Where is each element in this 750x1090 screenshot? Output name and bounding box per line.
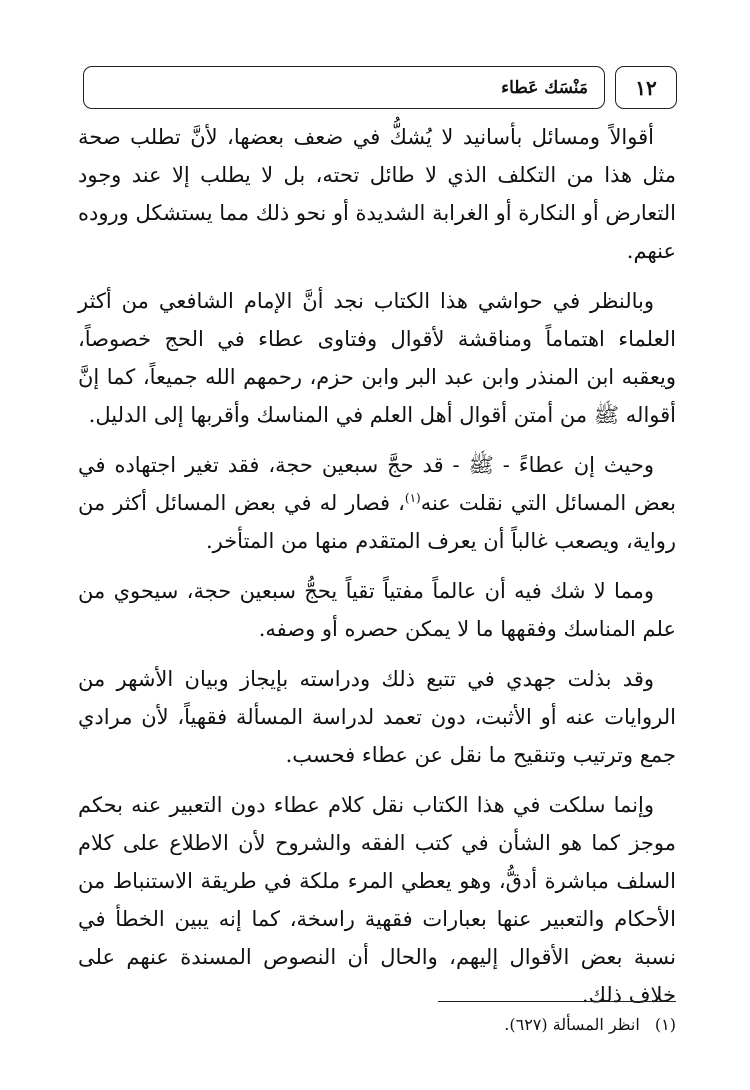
running-title-box — [83, 66, 605, 109]
paragraph-4: ومما لا شك فيه أن عالماً مفتياً تقياً يحجُّ سبعين حجة، سيحوي من علم المناسك وفقهها ما لا يمكن حصره أو وصفه. — [78, 579, 676, 641]
footnote-number: (١) — [654, 1015, 676, 1034]
page-header — [83, 66, 677, 111]
footnote — [78, 1012, 676, 1038]
page-number: ١٢ — [615, 66, 677, 109]
paragraph-3-part-1: وحيث إن عطاءً - ﷺ - قد حجَّ سبعين حجة، فقد تغير اجتهاده في بعض المسائل التي نقلت عنه — [78, 453, 676, 515]
paragraph-5: وقد بذلت جهدي في تتبع ذلك ودراسته بإيجاز وبيان الأشهر من الروايات عنه أو الأثبت، دون تعمد لدراسة المسألة فقهياً، لأن مرادي جمع وترتيب وتنقيح ما نقل عن عطاء فحسب. — [78, 667, 676, 767]
paragraph-2: وبالنظر في حواشي هذا الكتاب نجد أنَّ الإمام الشافعي من أكثر العلماء اهتماماً ومناقشة لأقوال وفتاوى عطاء في الحج خصوصاً، ويعقبه ابن المنذر وابن عبد البر وابن حزم، رحمهم الله جميعاً، كما إنَّ أقواله ﷺ من أمتن أقوال أهل العلم في المناسك وأقربها إلى الدليل. — [78, 289, 676, 427]
paragraph-3-part-2: ، فصار له في بعض المسائل أكثر من رواية، ويصعب غالباً أن يعرف المتقدم منها من المتأخر. — [78, 491, 676, 553]
running-title: مَنْسَك عَطاء — [501, 77, 588, 98]
main-text — [78, 118, 676, 1026]
paragraph-6: وإنما سلكت في هذا الكتاب نقل كلام عطاء دون التعبير عنه بحكم موجز كما هو الشأن في كتب الفقه والشروح لأن الاطلاع على كلام السلف مباشرة أدقُّ، وهو يعطي المرء ملكة في طريقة الاستنباط من الأحكام والتعبير عنها بعبارات فقهية راسخة، كما إنه يبين الخطأ في نسبة بعض الأقوال إليهم، والحال أن النصوص المسندة عنهم على خلاف ذلك. — [78, 793, 676, 1007]
footnote-text: انظر المسألة (٦٢٧). — [504, 1015, 640, 1034]
paragraph-1: أقوالاً ومسائل بأسانيد لا يُشكُّ في ضعف بعضها، لأنَّ تطلب صحة مثل هذا من التكلف الذي لا طائل تحته، بل لا يطلب إلا عند وجود التعارض أو النكارة أو الغرابة الشديدة أو نحو ذلك مما يستشكل وروده عنهم. — [78, 125, 676, 263]
footnote-separator — [438, 1001, 676, 1002]
paragraph-3 — [78, 446, 676, 560]
footnote-reference[interactable]: (١) — [404, 491, 421, 505]
